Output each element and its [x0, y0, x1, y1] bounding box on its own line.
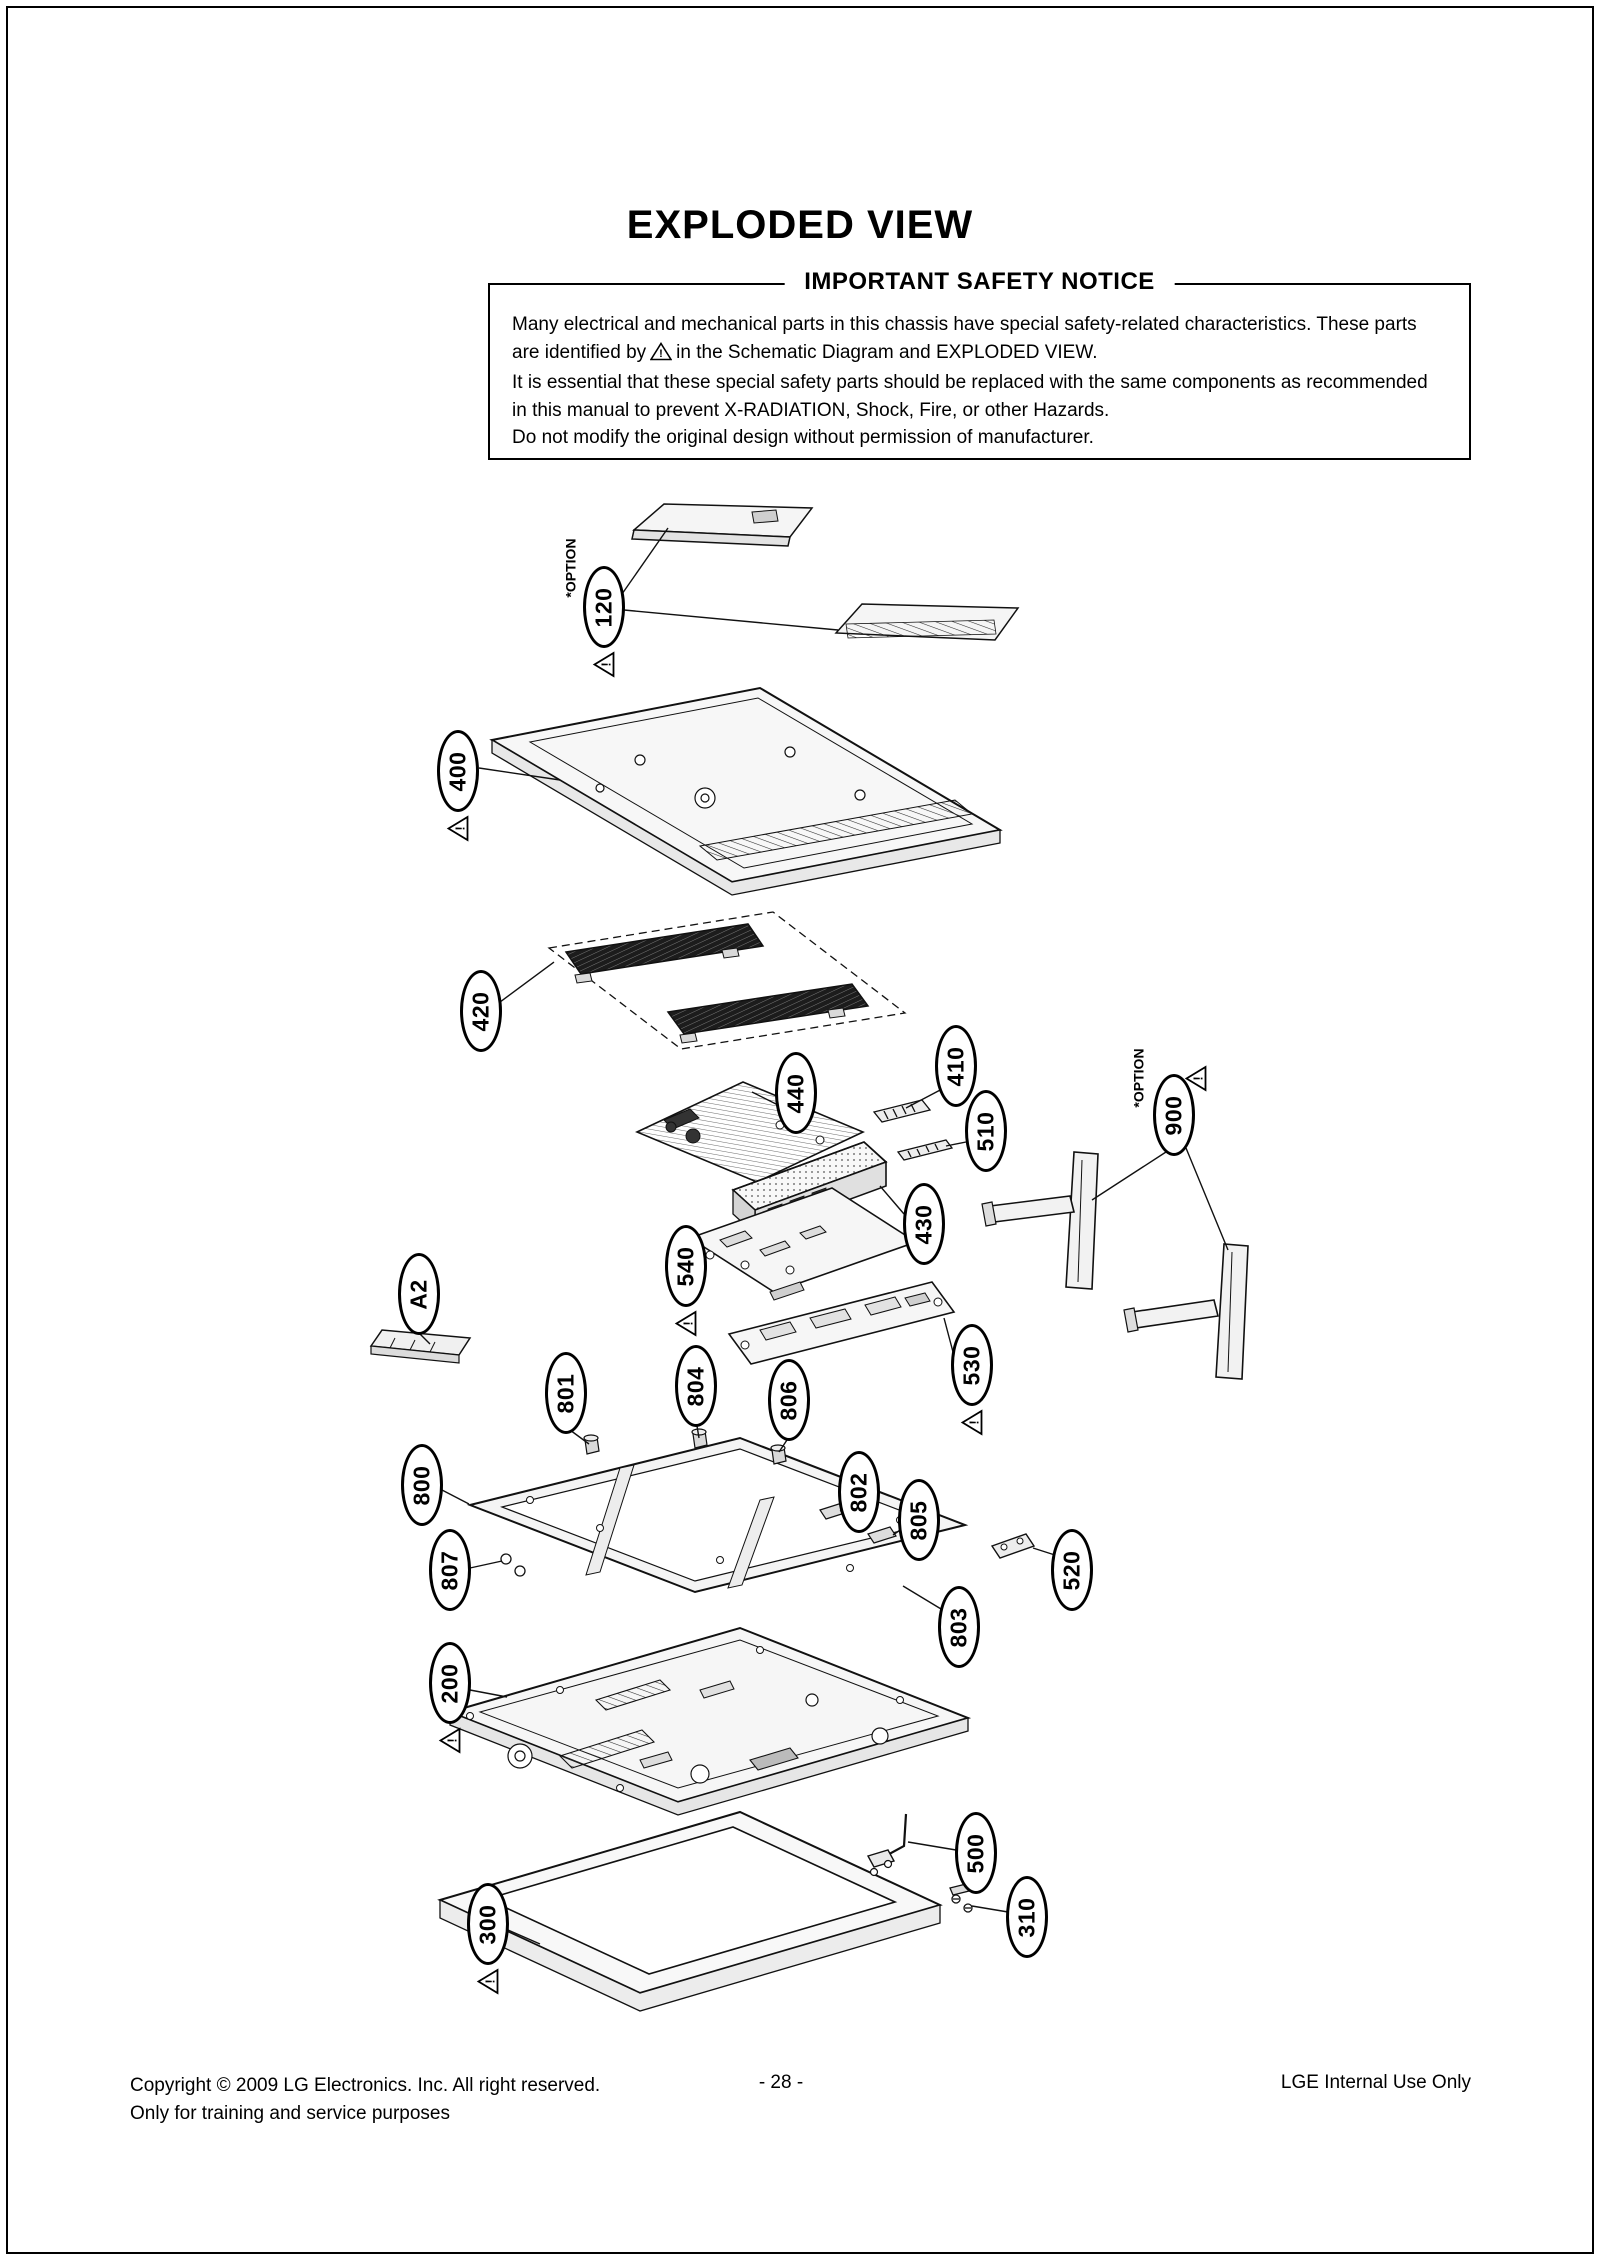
callout-540 — [665, 1225, 707, 1307]
part-number-807: 807 — [436, 1550, 463, 1590]
callout-804 — [675, 1345, 717, 1427]
part-number-804: 804 — [682, 1366, 709, 1406]
option-text: *OPTION — [563, 538, 579, 598]
callout-430 — [903, 1183, 945, 1265]
svg-text:!: ! — [966, 1420, 982, 1425]
copyright-line2: Only for training and service purposes — [130, 2103, 450, 2124]
callout-802 — [838, 1451, 880, 1533]
part-number-900: 900 — [1160, 1095, 1187, 1135]
part-400-back-cover — [492, 688, 1000, 895]
part-900-stands — [982, 1152, 1248, 1379]
option-text: *OPTION — [1131, 1048, 1147, 1108]
callout-500 — [955, 1812, 997, 1894]
part-530-board — [729, 1282, 954, 1364]
part-number-300: 300 — [474, 1904, 501, 1944]
safety-notice-heading: IMPORTANT SAFETY NOTICE — [784, 268, 1175, 296]
part-420-speakers — [549, 912, 905, 1049]
callout-120 — [583, 566, 625, 648]
part-410-bracket — [874, 1100, 930, 1122]
part-540-main-board — [690, 1188, 916, 1300]
part-number-800: 800 — [408, 1465, 435, 1505]
part-510-bracket — [898, 1140, 952, 1160]
callout-A2 — [398, 1253, 440, 1335]
svg-text:!: ! — [598, 662, 614, 667]
warning-triangle-icon-200 — [439, 1728, 462, 1754]
callout-530 — [951, 1324, 993, 1406]
copyright-line1: Copyright © 2009 LG Electronics. Inc. All right reserved. — [130, 2075, 601, 2096]
warning-triangle-icon-530 — [961, 1410, 984, 1436]
part-number-440: 440 — [782, 1073, 809, 1113]
part-number-500: 500 — [962, 1833, 989, 1873]
svg-text:!: ! — [1190, 1076, 1206, 1081]
part-number-420: 420 — [467, 991, 494, 1031]
callout-800 — [401, 1444, 443, 1526]
notice-line-2a: are identified by — [512, 341, 647, 363]
part-number-310: 310 — [1013, 1897, 1040, 1937]
warning-triangle-icon-300 — [477, 1969, 500, 1995]
notice-line-3: It is essential that these special safety parts should be replaced with the same components as recommended — [512, 372, 1428, 393]
part-number-806: 806 — [775, 1380, 802, 1420]
option-label-120 — [560, 528, 582, 608]
part-number-120: 120 — [590, 587, 617, 627]
footer-copyright — [130, 2072, 600, 2128]
part-520-bracket — [992, 1534, 1034, 1558]
warning-triangle-icon-400 — [447, 816, 470, 842]
part-number-400: 400 — [444, 751, 471, 791]
callout-310 — [1006, 1876, 1048, 1958]
callout-803 — [938, 1586, 980, 1668]
callout-400 — [437, 730, 479, 812]
warning-triangle-icon-540 — [675, 1311, 698, 1337]
part-number-430: 430 — [910, 1204, 937, 1244]
part-500-bracket — [868, 1814, 906, 1876]
footer-internal-use: LGE Internal Use Only — [1280, 2072, 1471, 2093]
callout-410 — [935, 1025, 977, 1107]
part-number-803: 803 — [945, 1607, 972, 1647]
callout-420 — [460, 970, 502, 1052]
part-200-chassis — [450, 1628, 968, 1815]
callout-807 — [429, 1529, 471, 1611]
part-120-speaker-covers — [632, 504, 1018, 640]
part-number-805: 805 — [905, 1500, 932, 1540]
part-number-A2: A2 — [405, 1278, 432, 1310]
part-number-802: 802 — [845, 1472, 872, 1512]
part-number-200: 200 — [436, 1663, 463, 1703]
svg-text:!: ! — [444, 1738, 460, 1743]
page-number: - 28 - — [758, 2072, 804, 2093]
svg-text:!: ! — [482, 1979, 498, 1984]
svg-text:!: ! — [659, 347, 663, 360]
notice-line-2b: in the Schematic Diagram and EXPLODED VIEW. — [676, 341, 1098, 363]
callout-300 — [467, 1883, 509, 1965]
part-300-bezel — [440, 1812, 940, 2011]
part-number-801: 801 — [552, 1373, 579, 1413]
part-number-410: 410 — [942, 1046, 969, 1086]
callout-900 — [1153, 1074, 1195, 1156]
callout-801 — [545, 1352, 587, 1434]
callout-520 — [1051, 1529, 1093, 1611]
callout-806 — [768, 1359, 810, 1441]
callout-510 — [965, 1090, 1007, 1172]
notice-line-5: Do not modify the original design without permission of manufacturer. — [512, 427, 1094, 448]
callout-440 — [775, 1052, 817, 1134]
part-number-530: 530 — [958, 1345, 985, 1385]
svg-text:!: ! — [452, 826, 468, 831]
part-number-510: 510 — [972, 1111, 999, 1151]
option-label-900 — [1128, 1038, 1150, 1118]
svg-text:!: ! — [680, 1321, 696, 1326]
callout-200 — [429, 1642, 471, 1724]
part-number-540: 540 — [672, 1246, 699, 1286]
part-number-520: 520 — [1058, 1550, 1085, 1590]
notice-line-4: in this manual to prevent X-RADIATION, Shock, Fire, or other Hazards. — [512, 399, 1110, 421]
page-title: EXPLODED VIEW — [626, 203, 974, 247]
part-800-frame — [470, 1429, 965, 1592]
warning-triangle-icon-120 — [593, 652, 616, 678]
callout-805 — [898, 1479, 940, 1561]
notice-line-1: Many electrical and mechanical parts in this chassis have special safety-related characteristics. These parts — [512, 314, 1417, 335]
